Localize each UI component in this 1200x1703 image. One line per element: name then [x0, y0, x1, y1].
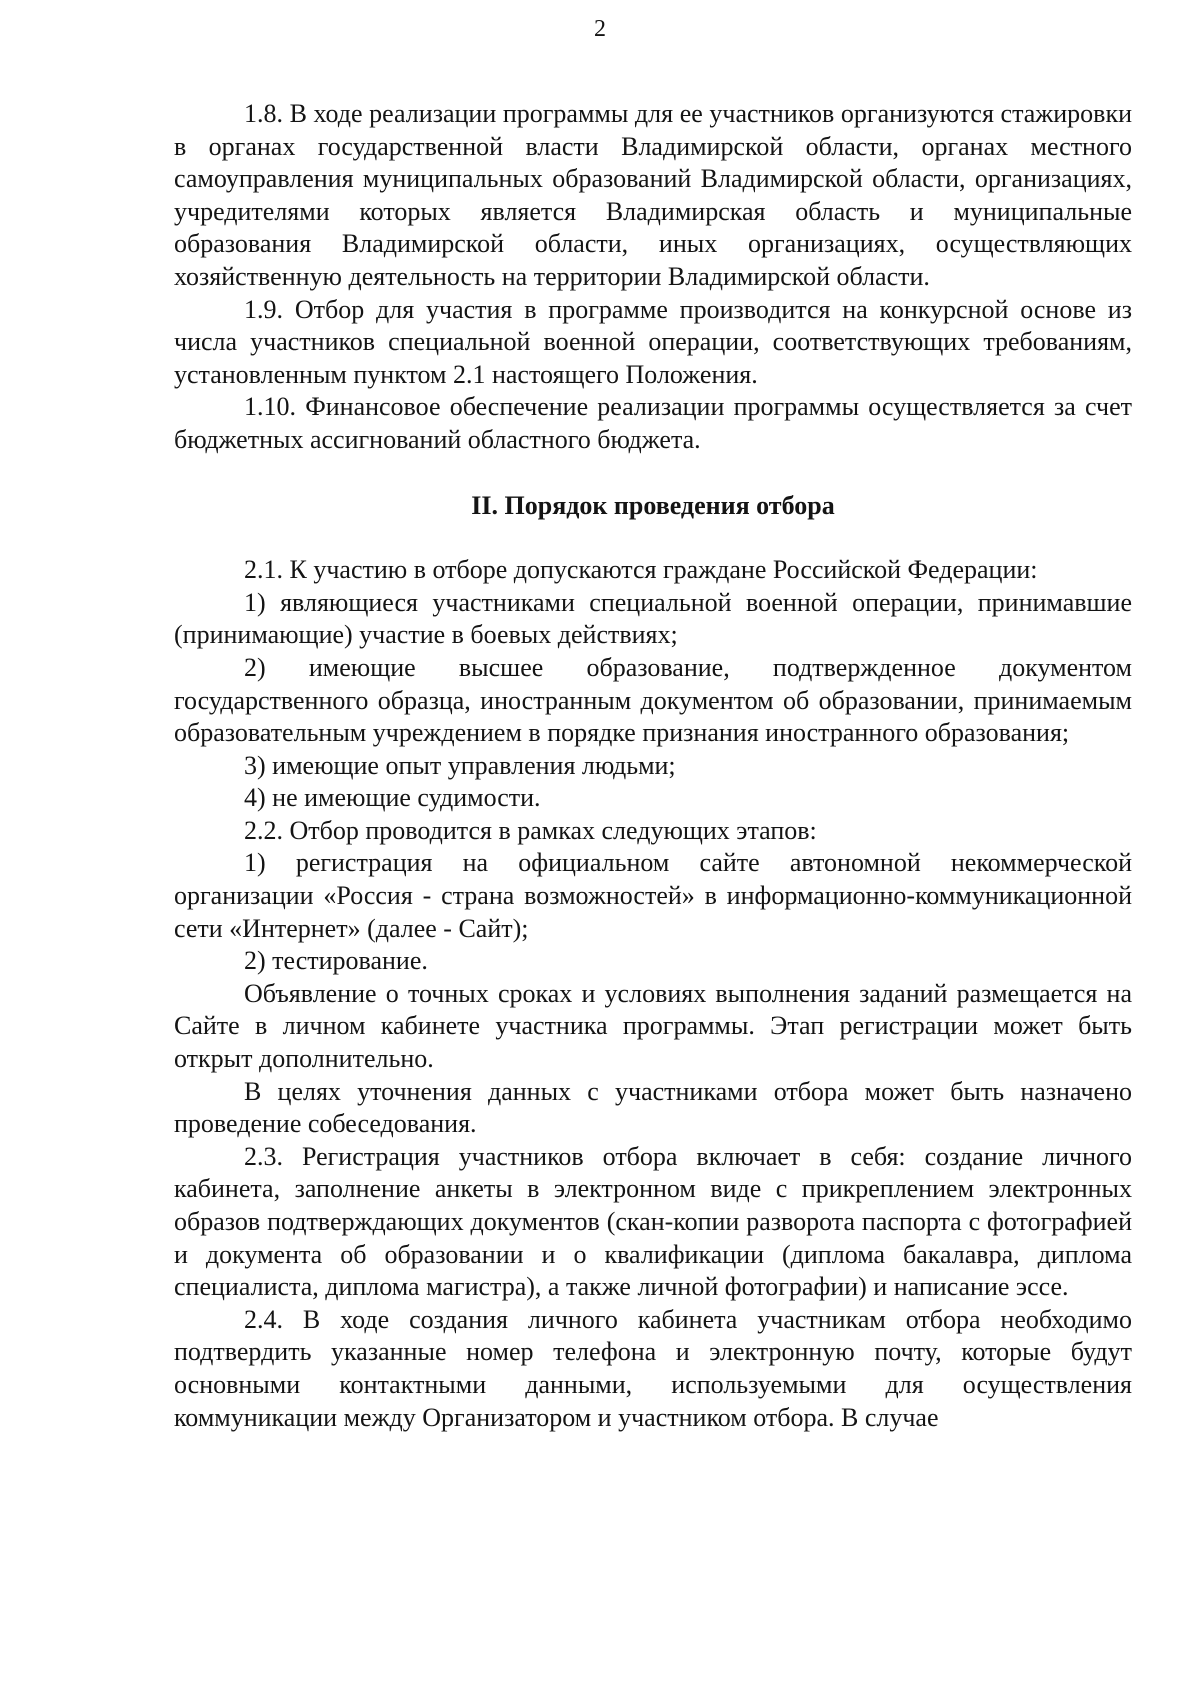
paragraph-1-8: 1.8. В ходе реализации программы для ее участников организуются стажировки в органах государственной власти Владимирской области, органах местного самоуправления муниципальных образований Владимирской области, организациях, учредителями которых является Владимирская область и муниципальные образования Владимирской области, иных организациях, осуществляющих хозяйственную деятельность на территории Владимирской области.: [174, 99, 1132, 291]
list-item-2-1-2: 2) имеющие высшее образование, подтвержденное документом государственного образца, иностранным документом об образовании, принимаемым образовательным учреждением в порядке признания иностранного образования;: [174, 652, 1132, 748]
paragraph-announcement: Объявление о точных сроках и условиях выполнения заданий размещается на Сайте в личном кабинете участника программы. Этап регистрации может быть открыт дополнительно.: [174, 978, 1132, 1074]
list-item-2-2-2: 2) тестирование.: [244, 946, 428, 976]
paragraph-interview: В целях уточнения данных с участниками отбора может быть назначено проведение собеседования.: [174, 1076, 1132, 1139]
paragraph-2-4: 2.4. В ходе создания личного кабинета участникам отбора необходимо подтвердить указанные номер телефона и электронную почту, которые будут основными контактными данными, используемыми для осуществления коммуникации между Организатором и участником отбора. В случае: [174, 1304, 1132, 1432]
list-item-2-2-1: 1) регистрация на официальном сайте автономной некоммерческой организации «Россия - страна возможностей» в информационно-коммуникационной сети «Интернет» (далее - Сайт);: [174, 848, 1132, 943]
paragraph-2-3: 2.3. Регистрация участников отбора включает в себя: создание личного кабинета, заполнение анкеты в электронном виде с прикреплением электронных образов подтверждающих документов (скан-копии разворота паспорта с фотографией и документа об образовании и о квалификации (диплома бакалавра, диплома специалиста, диплома магистра), а также личной фотографии) и написание эссе.: [174, 1141, 1132, 1302]
list-item-2-1-3: 3) имеющие опыт управления людьми;: [244, 750, 676, 780]
section-heading: II. Порядок проведения отбора: [471, 490, 835, 520]
list-item-2-1-4: 4) не имеющие судимости.: [244, 783, 541, 813]
paragraph-1-9: 1.9. Отбор для участия в программе производится на конкурсной основе из числа участников специальной военной операции, соответствующих требованиям, установленным пунктом 2.1 настоящего Положения.: [174, 294, 1132, 389]
page-number: 2: [594, 16, 606, 42]
paragraph-2-1: 2.1. К участию в отборе допускаются граждане Российской Федерации:: [244, 555, 1038, 585]
paragraph-2-2: 2.2. Отбор проводится в рамках следующих этапов:: [244, 815, 817, 845]
list-item-2-1-1: 1) являющиеся участниками специальной военной операции, принимавшие (принимающие) участие в боевых действиях;: [174, 587, 1132, 650]
document-body: [174, 98, 1132, 1434]
paragraph-1-10: 1.10. Финансовое обеспечение реализации программы осуществляется за счет бюджетных ассигнований областного бюджета.: [174, 392, 1132, 454]
